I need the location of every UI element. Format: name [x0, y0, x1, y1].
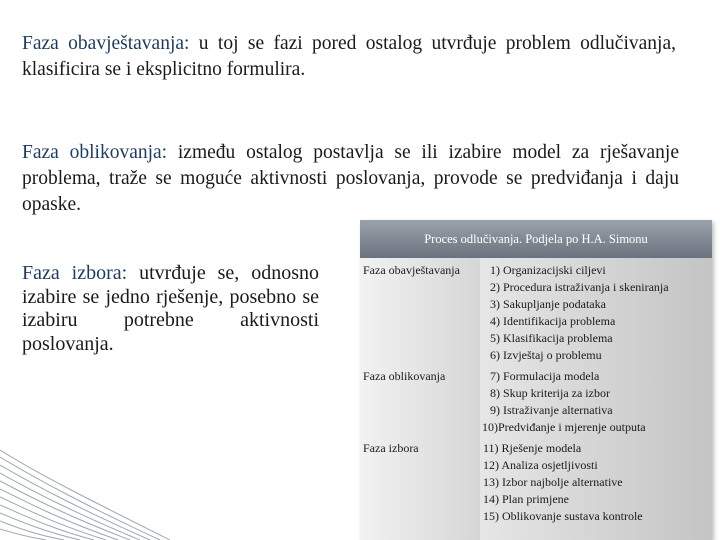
phase-column [360, 258, 480, 540]
term-faza-izbora: Faza izbora: [22, 262, 128, 284]
steps-list-oblikovanja [482, 368, 646, 436]
list-item: 5) Klasifikacija problema [490, 331, 613, 345]
list-item: 2) Procedura istraživanja i skeniranja [490, 280, 669, 294]
steps-list-izbora [483, 440, 643, 525]
list-item: 8) Skup kriterija za izbor [490, 386, 610, 400]
list-item: 11) Rješenje modela [483, 441, 582, 455]
paragraph-text: u toj se fazi pored ostalog utvrđuje problem odlučivanja, klasificira se i eksplicitno formulira. [22, 33, 676, 80]
list-item: 3) Sakupljanje podataka [490, 297, 606, 311]
list-item: 14) Plan primjene [483, 492, 569, 506]
list-item: 15) Oblikovanje sustava kontrole [483, 509, 643, 523]
paragraph-faza-izbora [22, 262, 319, 356]
term-faza-obavjestavanja: Faza obavještavanja: [22, 33, 190, 54]
list-item: 10)Predviđanje i mjerenje outputa [482, 420, 646, 434]
list-item: 7) Formulacija modela [490, 369, 600, 383]
corner-decoration [0, 445, 170, 540]
phase-label-obavjestavanja: Faza obavještavanja [363, 263, 460, 277]
list-item: 9) Istraživanje alternativa [490, 403, 613, 417]
table-title: Proces odlučivanja. Podjela po H.A. Simonu [360, 220, 712, 258]
list-item: 13) Izbor najbolje alternative [483, 475, 623, 489]
phase-label-izbora: Faza izbora [363, 441, 419, 455]
list-item: 12) Analiza osjetljivosti [483, 458, 598, 472]
list-item: 4) Identifikacija problema [490, 314, 616, 328]
simon-process-table [360, 220, 712, 540]
term-faza-oblikovanja: Faza oblikovanja: [22, 142, 168, 163]
list-item: 1) Organizacijski ciljevi [490, 263, 606, 277]
paragraph-text: utvrđuje se, odnosno izabire se jedno rješenje, posebno se izabiru potrebne aktivnosti poslovanja. [22, 262, 319, 355]
paragraph-faza-obavjestavanja [22, 31, 676, 83]
list-item: 6) Izvještaj o problemu [490, 348, 602, 362]
paragraph-text: između ostalog postavlja se ili izabire model za rješavanje problema, traže se moguće aktivnosti poslovanja, provode se predviđanja i daju opaske. [22, 142, 679, 215]
phase-label-oblikovanja: Faza oblikovanja [363, 369, 446, 383]
paragraph-faza-oblikovanja [22, 140, 679, 218]
steps-list-obavjestavanja [490, 262, 669, 364]
